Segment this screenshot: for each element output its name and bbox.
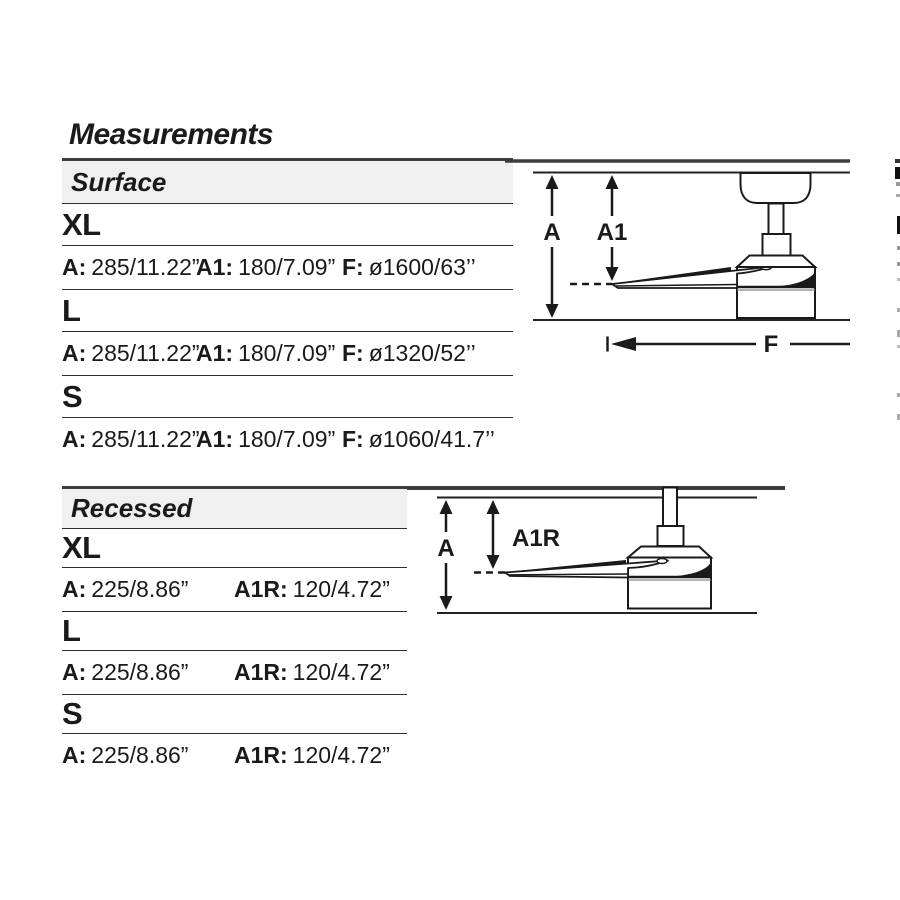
clipped-edge-fragment	[895, 167, 900, 179]
dim-a1-value: 180/7.09”	[238, 340, 336, 366]
ceiling-canopy	[741, 173, 811, 203]
dim-a-value: 225/8.86”	[91, 659, 189, 685]
dimension-label-a1: A1	[596, 219, 628, 246]
dim-a1	[196, 254, 342, 281]
recessed-table	[62, 489, 407, 777]
dim-a1-key: A1:	[196, 254, 234, 280]
surface-size-row-l	[62, 290, 513, 332]
dim-a1-value: 180/7.09”	[238, 426, 336, 452]
surface-dims-l	[62, 332, 513, 376]
dim-a-value: 285/11.22”	[91, 340, 200, 366]
dimension-arrow-f	[608, 337, 851, 352]
size-label: L	[62, 292, 81, 328]
recessed-section-header	[62, 489, 407, 529]
dim-a1-key: A1:	[196, 426, 234, 452]
recessed-dims-s	[62, 734, 407, 777]
dim-f-value: ø1320/52’’	[368, 340, 476, 366]
dim-a1r-key: A1R:	[234, 576, 288, 602]
surface-dims-s	[62, 418, 513, 461]
dim-f	[342, 254, 476, 281]
blade-hub-detail	[657, 559, 667, 564]
dim-a1r	[234, 659, 390, 686]
dim-f	[342, 426, 495, 453]
recessed-size-row-s	[62, 695, 407, 734]
dim-f-key: F:	[342, 426, 364, 452]
dimension-arrow-a1r	[487, 500, 500, 569]
dim-a1r-value: 120/4.72”	[292, 742, 390, 768]
downrod-coupler	[763, 234, 791, 256]
surface-size-row-xl	[62, 204, 513, 246]
size-label: S	[62, 378, 83, 414]
dim-a-key: A:	[62, 659, 87, 685]
dim-a	[62, 340, 200, 367]
size-label: S	[62, 696, 83, 731]
dim-a1-value: 180/7.09”	[238, 254, 336, 280]
clipped-edge-fragment	[896, 194, 900, 197]
recessed-size-row-xl	[62, 529, 407, 568]
page-title: Measurements	[69, 118, 274, 151]
recessed-dims-l	[62, 651, 407, 695]
dim-a1r-value: 120/4.72”	[292, 659, 390, 685]
recessed-downrod	[663, 488, 677, 527]
dim-a-key: A:	[62, 254, 87, 280]
surface-mount-diagram	[505, 148, 900, 360]
surface-size-row-s	[62, 376, 513, 418]
dim-a-value: 285/11.22”	[91, 254, 200, 280]
fan-motor-cap	[737, 256, 815, 268]
dimension-label-a: A	[437, 535, 455, 562]
surface-header-label: Surface	[71, 166, 167, 197]
dim-a1r	[234, 742, 390, 769]
dim-a	[62, 576, 234, 603]
dim-a-key: A:	[62, 576, 87, 602]
dim-f-key: F:	[342, 254, 364, 280]
dim-a1r-key: A1R:	[234, 742, 288, 768]
dim-a-key: A:	[62, 742, 87, 768]
dimension-arrow-a	[546, 175, 559, 318]
dim-a1	[196, 340, 342, 367]
dim-a1-key: A1:	[196, 340, 234, 366]
dim-a1r-value: 120/4.72”	[292, 576, 390, 602]
dim-a	[62, 426, 200, 453]
surface-table	[62, 158, 513, 461]
recessed-dims-xl	[62, 568, 407, 612]
dim-a1r	[234, 576, 390, 603]
fan-blade-edge	[509, 574, 628, 575]
dim-f	[342, 340, 476, 367]
fan-motor-cap	[628, 547, 711, 558]
surface-section-header	[62, 161, 513, 204]
dim-a1r-key: A1R:	[234, 659, 288, 685]
dim-a1	[196, 426, 342, 453]
clipped-edge-fragment	[896, 182, 900, 186]
downrod	[769, 204, 784, 235]
downrod-coupler	[658, 526, 684, 546]
surface-dims-xl	[62, 246, 513, 290]
size-label: XL	[62, 530, 101, 565]
dim-a	[62, 254, 200, 281]
recessed-size-row-l	[62, 612, 407, 651]
dim-f-key: F:	[342, 340, 364, 366]
fan-motor-body	[737, 267, 815, 318]
dim-a-value: 225/8.86”	[91, 742, 189, 768]
dim-f-value: ø1060/41.7’’	[368, 426, 495, 452]
dim-a	[62, 742, 234, 769]
clipped-edge-fragment	[895, 159, 900, 163]
recessed-mount-diagram	[425, 482, 795, 632]
dim-a-value: 285/11.22”	[91, 426, 200, 452]
recessed-header-label: Recessed	[71, 493, 193, 523]
dim-a-value: 225/8.86”	[91, 576, 189, 602]
dim-f-value: ø1600/63’’	[368, 254, 476, 280]
dim-a-key: A:	[62, 426, 87, 452]
size-label: L	[62, 613, 81, 648]
dim-a-key: A:	[62, 340, 87, 366]
dimension-label-f: F	[763, 331, 779, 358]
dimension-label-a1r: A1R	[512, 525, 561, 552]
dimension-label-a: A	[543, 219, 561, 246]
dim-a	[62, 659, 234, 686]
size-label: XL	[62, 206, 101, 242]
